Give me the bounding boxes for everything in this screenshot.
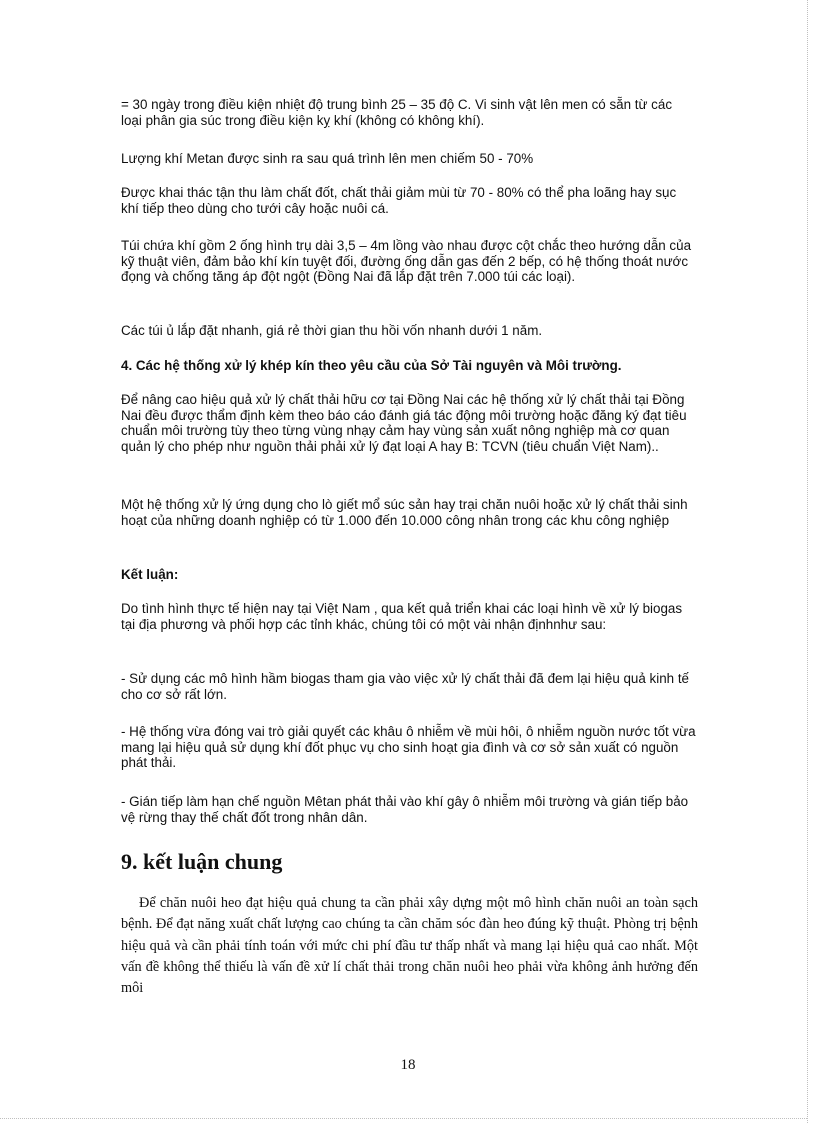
- bullet-pollution-system: - Hệ thống vừa đóng vai trò giải quyết các khâu ô nhiễm về mùi hôi, ô nhiễm nguồn nước tốt vừa mang lại hiệu quả sử dụng khí đốt phục vụ cho sinh hoạt gia đình và cơ sở sản xuất có nguồn phát thải.: [121, 724, 696, 771]
- paragraph-methane-ratio: Lượng khí Metan được sinh ra sau quá trình lên men chiếm 50 - 70%: [121, 151, 534, 166]
- page-number: 18: [400, 1057, 416, 1073]
- paragraph-gas-bag: Túi chứa khí gồm 2 ống hình trụ dài 3,5 – 4m lồng vào nhau được cột chắc theo hướng dẫn của kỹ thuật viên, đảm bảo khí kín tuyệt đối, đường ống dẫn gas đến 2 bếp, có hệ thống thoát nước đọng và chống tăng áp đột ngột (Đồng Nai đã lắp đặt trên 7.000 túi các loại).: [121, 238, 692, 285]
- section-9-body: Để chăn nuôi heo đạt hiệu quả chung ta cần phải xây dựng một mô hình chăn nuôi an toàn sạch bệnh. Để đạt năng xuất chất lượng cao chúng ta cần chăm sóc đàn heo đúng kỹ thuật. Phòng trị bệnh hiệu quả và cần phải tính toán với mức chi phí đầu tư thấp nhất và mang lại hiệu quả cao nhất. Một vấn đề không thể thiếu là vấn đề xử lí chất thải trong chăn nuôi heo phải vừa không ảnh hưởng đến môi: [121, 895, 698, 997]
- paragraph-conclusion-intro: Do tình hình thực tế hiện nay tại Việt Nam , qua kết quả triển khai các loại hình về xử lý biogas tại địa phương và phối hợp các tỉnh khác, chúng tôi có một vài nhận địnhnhư sau:: [121, 601, 683, 632]
- paragraph-treatment-efficiency: Để nâng cao hiệu quả xử lý chất thải hữu cơ tại Đồng Nai các hệ thống xử lý chất thải tại Đồng Nai đều được thẩm định kèm theo báo cáo đánh giá tác động môi trường hoặc đăng ký đạt tiêu chuẩn môi trường tùy theo từng vùng nhạy cảm hay vùng sản xuất nông nghiệp mà cơ quan quản lý cho phép như nguồn thải phải xử lý đạt loại A hay B: TCVN (tiêu chuẩn Việt Nam)..: [121, 392, 687, 454]
- section-4-heading: 4. Các hệ thống xử lý khép kín theo yêu cầu của Sở Tài nguyên và Môi trường.: [121, 358, 622, 373]
- paragraph-incubation: = 30 ngày trong điều kiện nhiệt độ trung bình 25 – 35 độ C. Vi sinh vật lên men có sẵn từ các loại phân gia súc trong điều kiện kỵ khí (không có không khí).: [121, 97, 673, 128]
- bullet-biogas-model: - Sử dụng các mô hình hầm biogas tham gia vào việc xử lý chất thải đã đem lại hiệu quả kinh tế cho cơ sở rất lớn.: [121, 671, 690, 702]
- paragraph-usage: Được khai thác tận thu làm chất đốt, chất thải giảm mùi từ 70 - 80% có thể pha loãng hay sục khí tiếp theo dùng cho tưới cây hoặc nuôi cá.: [121, 185, 677, 216]
- page-border-right: [807, 0, 808, 1123]
- section-9-heading: 9. kết luận chung: [121, 849, 283, 874]
- paragraph-installation: Các túi ủ lắp đặt nhanh, giá rẻ thời gian thu hồi vốn nhanh dưới 1 năm.: [121, 323, 543, 338]
- conclusion-label: Kết luận:: [121, 567, 179, 582]
- paragraph-treatment-system: Một hệ thống xử lý ứng dụng cho lò giết mổ súc sản hay trại chăn nuôi hoặc xử lý chất thải sinh hoạt của những doanh nghiệp có từ 1.000 đến 10.000 công nhân trong các khu công nghiệp: [121, 497, 688, 528]
- page-border-bottom: [0, 1118, 807, 1119]
- bullet-methane-reduction: - Gián tiếp làm hạn chế nguồn Mêtan phát thải vào khí gây ô nhiễm môi trường và gián tiếp bảo vệ rừng thay thế chất đốt trong nhân dân.: [121, 794, 689, 825]
